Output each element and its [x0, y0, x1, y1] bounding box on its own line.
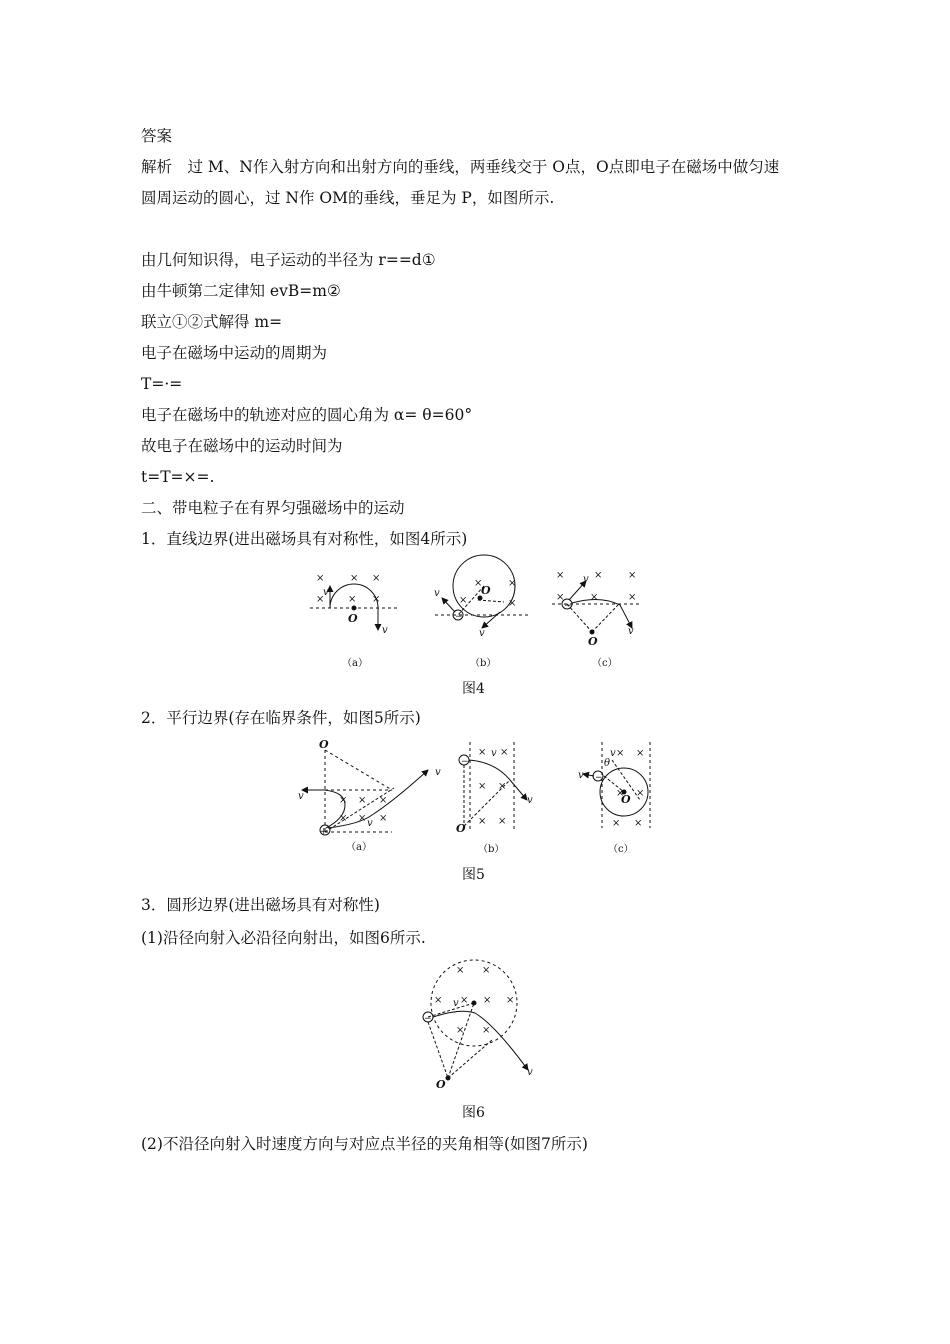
velocity-label: v: [382, 625, 388, 636]
cross-mark: ×: [612, 818, 621, 829]
mass-equation: 联立①②式解得 m=: [141, 313, 283, 331]
cross-mark: ×: [616, 748, 625, 759]
angle-label: θ: [604, 758, 611, 769]
cross-mark: ×: [628, 592, 637, 603]
center-label: O: [481, 584, 491, 597]
velocity-label: v: [583, 574, 589, 585]
velocity-label: v: [610, 748, 616, 759]
negative-charge-label: −: [424, 1014, 432, 1024]
fig5c-caption: （c）: [608, 844, 634, 855]
negative-charge-label: −: [564, 601, 572, 611]
cross-mark: ×: [483, 995, 492, 1006]
cross-mark: ×: [459, 595, 468, 606]
velocity-label: v: [434, 588, 440, 599]
cross-mark: ×: [379, 813, 388, 824]
cross-mark: ×: [498, 781, 507, 792]
fig4c-caption: （c）: [592, 658, 618, 669]
analysis-line-2: 圆周运动的圆心，过 N作 OM的垂线，垂足为 P，如图所示.: [141, 189, 555, 207]
fig4b-caption: （b）: [470, 658, 497, 669]
cross-mark: ×: [474, 578, 483, 589]
item-nonradial-entry: (2)不沿径向射入时速度方向与对应点半径的夹角相等(如图7所示): [141, 1135, 588, 1153]
negative-charge-label: −: [595, 773, 603, 783]
cross-mark: ×: [358, 813, 367, 824]
fig5a-caption: （a）: [346, 842, 372, 853]
cross-mark: ×: [500, 747, 509, 758]
velocity-label: v: [527, 1067, 533, 1078]
cross-mark: ×: [456, 965, 465, 976]
cross-mark: ×: [556, 592, 565, 603]
cross-mark: ×: [350, 573, 359, 584]
central-angle-statement: 电子在磁场中的轨迹对应的圆心角为 α= θ=60°: [141, 406, 473, 424]
positive-charge-label: +: [320, 827, 328, 837]
center-label: O: [348, 612, 358, 625]
negative-charge-label: −: [455, 612, 463, 622]
item-circular-boundary: 3．圆形边界(进出磁场具有对称性): [141, 896, 380, 914]
cross-mark: ×: [316, 594, 325, 605]
cross-mark: ×: [316, 573, 325, 584]
fig4a-caption: （a）: [342, 658, 368, 669]
cross-mark: ×: [358, 795, 367, 806]
figure-4-caption: 图4: [462, 681, 485, 697]
center-label: O: [319, 738, 329, 751]
cross-mark: ×: [372, 594, 381, 605]
fig5b-caption: （b）: [478, 844, 505, 855]
period-statement: 电子在磁场中运动的周期为: [141, 344, 328, 362]
cross-mark: ×: [636, 788, 645, 799]
cross-mark: ×: [556, 570, 565, 581]
velocity-label: v: [298, 791, 304, 802]
item-radial-entry: (1)沿径向射入必沿径向射出，如图6所示.: [141, 929, 426, 947]
cross-mark: ×: [478, 747, 487, 758]
analysis-line-1: 解析 过 M、N作入射方向和出射方向的垂线，两垂线交于 O点，O点即电子在磁场中做匀速: [141, 158, 780, 176]
cross-mark: ×: [434, 995, 443, 1006]
cross-mark: ×: [482, 965, 491, 976]
figure-6-caption: 图6: [462, 1105, 485, 1121]
item-parallel-boundary: 2．平行边界(存在临界条件，如图5所示): [141, 709, 421, 727]
cross-mark: ×: [616, 788, 625, 799]
cross-mark: ×: [498, 816, 507, 827]
velocity-label: v: [323, 587, 329, 598]
item-straight-boundary: 1．直线边界(进出磁场具有对称性，如图4所示): [141, 530, 468, 548]
cross-mark: ×: [590, 592, 599, 603]
time-equation: t=T=×=.: [141, 468, 215, 486]
cross-mark: ×: [634, 818, 643, 829]
velocity-label: v: [578, 770, 584, 781]
velocity-label: v: [453, 998, 459, 1009]
velocity-label: v: [491, 748, 497, 759]
cross-mark: ×: [379, 795, 388, 806]
answer-heading: 答案: [141, 127, 173, 145]
center-label: O: [621, 793, 631, 806]
cross-mark: ×: [456, 1025, 465, 1036]
velocity-label: v: [527, 795, 533, 806]
velocity-label: v: [367, 818, 373, 829]
cross-mark: ×: [460, 995, 469, 1006]
velocity-label: v: [628, 626, 634, 637]
center-label: O: [456, 822, 466, 835]
cross-mark: ×: [478, 781, 487, 792]
radius-equation: 由几何知识得，电子运动的半径为 r==d①: [141, 251, 436, 269]
cross-mark: ×: [482, 1025, 491, 1036]
figure-5-caption: 图5: [462, 867, 485, 883]
cross-mark: ×: [508, 598, 517, 609]
cross-mark: ×: [628, 570, 637, 581]
cross-mark: ×: [506, 995, 515, 1006]
cross-mark: ×: [348, 594, 357, 605]
section-heading: 二、带电粒子在有界匀强磁场中的运动: [141, 499, 405, 517]
cross-mark: ×: [508, 578, 517, 589]
cross-mark: ×: [594, 570, 603, 581]
cross-mark: ×: [478, 816, 487, 827]
cross-mark: ×: [636, 748, 645, 759]
time-statement: 故电子在磁场中的运动时间为: [141, 437, 343, 455]
cross-mark: ×: [339, 795, 348, 806]
cross-mark: ×: [372, 573, 381, 584]
period-equation: T=·=: [141, 375, 183, 393]
newton-law-equation: 由牛顿第二定律知 evB=m②: [141, 282, 341, 300]
velocity-label: v: [479, 628, 485, 639]
negative-charge-label: −: [461, 757, 469, 767]
velocity-label: v: [435, 767, 441, 778]
cross-mark: ×: [339, 813, 348, 824]
center-label: O: [588, 635, 598, 648]
center-label: O: [436, 1078, 446, 1091]
